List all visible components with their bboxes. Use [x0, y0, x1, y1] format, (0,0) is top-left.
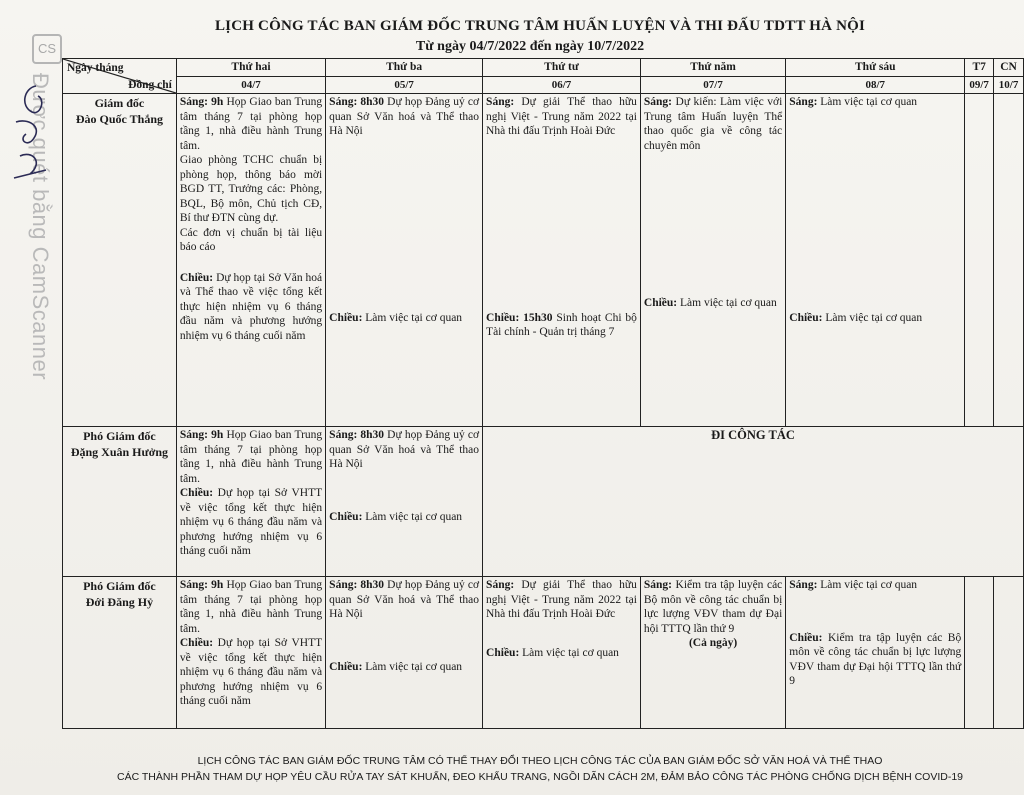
schedule-cell-tue — [326, 577, 483, 729]
morning-text: Dự kiến: Làm việc với Trung tâm Huấn luyện Thể thao quốc gia về công tác chuyên môn — [643, 96, 783, 152]
morning-text: Kiểm tra tập luyện các Bộ môn về công tác chuẩn bị lực lượng VĐV tham dự Đại hội TTTQ lần thứ 9 — [643, 579, 783, 635]
date-sat: 09/7 — [965, 76, 994, 94]
morning-label: Sáng: 8h30 — [329, 579, 385, 591]
afternoon-text: Dự họp tại Sở VHTT về việc tổng kết thực hiện nhiệm vụ 6 tháng đầu năm và phương hướng nhiệm vụ 6 tháng cuối năm — [179, 487, 323, 557]
morning-text: Họp Giao ban Trung tâm tháng 7 tại phòng họp tầng 1, nhà điều hành Trung tâm. — [179, 579, 323, 635]
afternoon-label: Chiều: — [329, 510, 363, 523]
person-cell — [63, 94, 177, 427]
morning-text: Dự giải Thể thao hữu nghị Việt - Trung năm 2022 tại Nhà thi đấu Trịnh Hoài Đức — [486, 579, 637, 620]
date-wed: 06/7 — [483, 76, 641, 94]
morning-label: Sáng: — [486, 96, 515, 108]
document-title: LỊCH CÔNG TÁC BAN GIÁM ĐỐC TRUNG TÂM HUẤN LUYỆN VÀ THI ĐẤU TDTT HÀ NỘI — [214, 18, 866, 34]
all-day-note: (Cả ngày) — [688, 637, 738, 649]
date-mon: 04/7 — [176, 76, 325, 94]
camscanner-logo-icon: CS — [32, 34, 62, 64]
morning-label: Sáng: — [643, 96, 673, 108]
morning-label: Sáng: 8h30 — [329, 96, 385, 108]
schedule-table — [62, 58, 1024, 729]
schedule-cell-wed — [483, 94, 641, 427]
handwritten-signature — [6, 78, 56, 188]
date-fri: 08/7 — [786, 76, 965, 94]
afternoon-label: Chiều: — [643, 297, 678, 309]
morning-label: Sáng: 8h30 — [329, 429, 385, 441]
schedule-row-deputy-2 — [63, 577, 1024, 729]
afternoon-label: Chiều: — [179, 487, 214, 499]
header-row-days — [63, 59, 1024, 77]
morning-text: Dự họp Đảng uỷ cơ quan Sở Văn hoá và Thể thao Hà Nội — [329, 429, 480, 470]
morning-text: Làm việc tại cơ quan — [817, 579, 918, 591]
document-subtitle: Từ ngày 04/7/2022 đến ngày 10/7/2022 — [415, 39, 645, 54]
afternoon-text: Làm việc tại cơ quan — [519, 646, 619, 659]
schedule-cell-wed — [483, 577, 641, 729]
morning-text: Họp Giao ban Trung tâm tháng 7 tại phòng họp tầng 1, nhà điều hành Trung tâm. — [179, 429, 323, 485]
day-header-thu: Thứ năm — [640, 59, 785, 77]
morning-text: Dự họp Đảng uỷ cơ quan Sở Văn hoá và Thể thao Hà Nội — [329, 579, 480, 620]
afternoon-label: Chiều: — [329, 311, 363, 324]
schedule-cell-mon — [176, 94, 325, 427]
afternoon-text: Làm việc tại cơ quan — [822, 311, 923, 324]
schedule-cell-thu — [640, 577, 785, 729]
morning-text: Dự giải Thể thao hữu nghị Việt - Trung năm 2022 tại Nhà thi đấu Trịnh Hoài Đức — [486, 96, 637, 137]
schedule-cell-thu — [640, 94, 785, 427]
afternoon-label: Chiều: — [486, 646, 520, 659]
day-header-mon: Thứ hai — [176, 59, 325, 77]
morning-text: Làm việc tại cơ quan — [817, 96, 918, 108]
schedule-cell-sat — [965, 577, 994, 729]
afternoon-label: Chiều: — [179, 271, 214, 284]
person-cell — [63, 427, 177, 577]
footer-note-1: LỊCH CÔNG TÁC BAN GIÁM ĐỐC TRUNG TÂM CÓ THỂ THAY ĐỔI THEO LỊCH CÔNG TÁC CỦA BAN GIÁM ĐỐC SỞ VĂN HOÁ VÀ THỂ THAO — [197, 755, 883, 767]
afternoon-text: Làm việc tại cơ quan — [362, 660, 463, 673]
schedule-cell-mon — [176, 577, 325, 729]
afternoon-text: Làm việc tại cơ quan — [362, 311, 463, 324]
schedule-cell-sat — [965, 94, 994, 427]
morning-label: Sáng: — [486, 579, 515, 591]
schedule-row-director — [63, 94, 1024, 427]
day-header-fri: Thứ sáu — [786, 59, 965, 77]
morning-label: Sáng: — [789, 579, 818, 591]
schedule-row-deputy-1 — [63, 427, 1024, 577]
person-role: Giám đốc — [94, 96, 145, 110]
date-thu: 07/7 — [640, 76, 785, 94]
afternoon-label: Chiều: — [329, 660, 363, 673]
morning-text: Dự họp Đảng uỷ cơ quan Sở Văn hoá và Thể thao Hà Nội — [329, 96, 480, 137]
afternoon-text: Dự họp tại Sở VHTT về việc tổng kết thực hiện nhiệm vụ 6 tháng đầu năm và phương hướng nhiệm vụ 6 tháng cuối năm — [179, 637, 323, 707]
afternoon-label: Chiều: — [789, 631, 823, 644]
morning-text: Họp Giao ban Trung tâm tháng 7 tại phòng họp tầng 1, nhà điều hành Trung tâm. — [179, 96, 323, 152]
person-role: Phó Giám đốc — [83, 579, 156, 593]
day-header-tue: Thứ ba — [326, 59, 483, 77]
schedule-cell-tue — [326, 427, 483, 577]
morning-label: Sáng: 9h — [179, 579, 224, 591]
afternoon-text: Sinh hoạt Chi bộ Tài chính - Quản trị tháng 7 — [486, 311, 637, 338]
person-name: Đới Đăng Hỷ — [85, 595, 154, 609]
day-header-sun: CN — [994, 59, 1024, 77]
business-trip-cell — [483, 427, 1024, 577]
afternoon-text: Làm việc tại cơ quan — [362, 510, 463, 523]
schedule-cell-mon — [176, 427, 325, 577]
morning-text-2: Giao phòng TCHC chuẩn bị phòng họp, thông báo mời BGD TT, Trưởng các: Phòng, BQL, Bộ môn, Chủ tịch CĐ, Bí thư ĐTN cùng dự. — [179, 154, 323, 224]
corner-label-date: Ngày tháng — [67, 62, 124, 74]
morning-label: Sáng: 9h — [179, 96, 224, 108]
schedule-cell-sun — [994, 94, 1024, 427]
afternoon-text: Dự họp tại Sở Văn hoá và Thể thao về việc tổng kết thực hiện nhiệm vụ 6 tháng đầu năm và phương hướng nhiệm vụ 6 tháng cuối năm — [179, 271, 323, 342]
afternoon-label: Chiều: — [179, 637, 214, 649]
person-name: Đào Quốc Thắng — [75, 112, 163, 126]
afternoon-label: Chiều: 15h30 — [486, 311, 553, 324]
business-trip-label: ĐI CÔNG TÁC — [711, 428, 795, 442]
morning-text-3: Các đơn vị chuẩn bị tài liệu báo cáo — [179, 226, 323, 253]
schedule-cell-tue — [326, 94, 483, 427]
date-tue: 05/7 — [326, 76, 483, 94]
day-header-sat: T7 — [965, 59, 994, 77]
date-sun: 10/7 — [994, 76, 1024, 94]
footer-note-2: CÁC THÀNH PHẦN THAM DỰ HỌP YÊU CẦU RỬA TAY SÁT KHUẨN, ĐEO KHẨU TRANG, NGỒI DÃN CÁCH 2M, ĐẢM BẢO CÔNG TÁC PHÒNG CHỐNG DỊCH BỆNH COVID-19 — [116, 771, 963, 783]
schedule-cell-fri — [786, 577, 965, 729]
person-cell — [63, 577, 177, 729]
header-corner — [63, 59, 177, 94]
morning-label: Sáng: — [789, 96, 818, 108]
afternoon-text: Kiểm tra tập luyện các Bộ môn về công tác chuẩn bị lực lượng VĐV tham dự Đại hội TTTQ lần thứ 9 — [789, 631, 962, 687]
schedule-cell-fri — [786, 94, 965, 427]
camscanner-watermark: Được quét bằng CamScanner — [28, 73, 53, 381]
afternoon-label: Chiều: — [789, 311, 823, 324]
person-role: Phó Giám đốc — [83, 429, 156, 443]
header-row-dates — [63, 76, 1024, 94]
morning-label: Sáng: — [643, 579, 673, 591]
morning-label: Sáng: 9h — [179, 429, 224, 441]
day-header-wed: Thứ tư — [483, 59, 641, 77]
person-name: Đặng Xuân Hưởng — [70, 445, 169, 459]
schedule-cell-sun — [994, 577, 1024, 729]
corner-label-person: Đồng chí — [128, 78, 172, 91]
afternoon-text: Làm việc tại cơ quan — [677, 297, 777, 309]
